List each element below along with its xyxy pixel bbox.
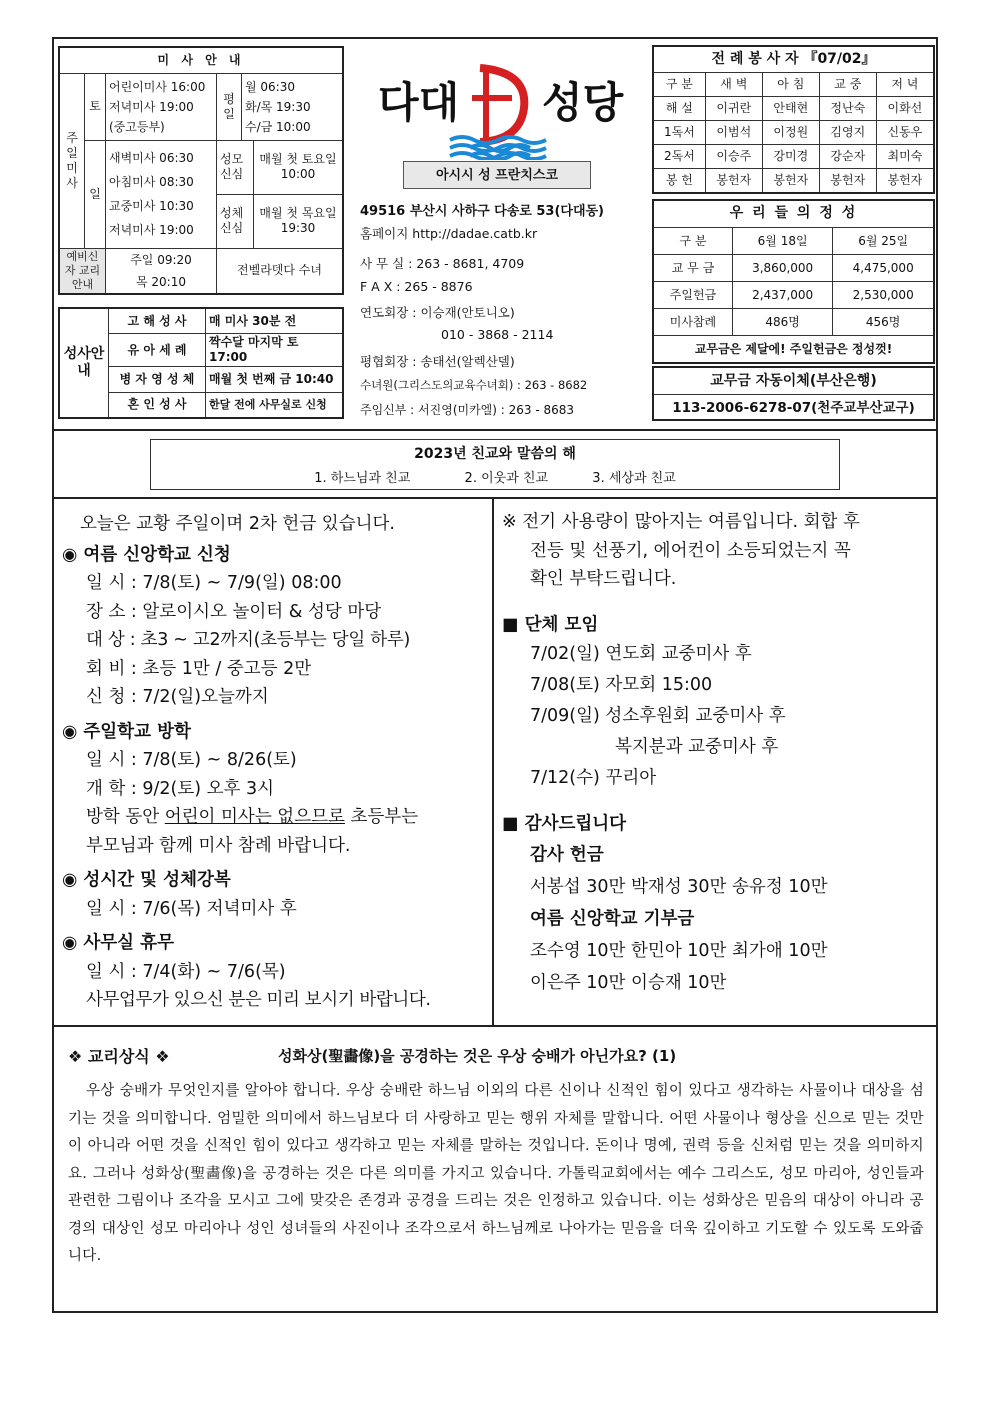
waves-icon bbox=[446, 134, 556, 160]
servers-cell: 정난숙 bbox=[819, 96, 876, 120]
header-divider bbox=[52, 429, 938, 431]
sunday-label: 일 bbox=[85, 141, 106, 248]
servers-row bbox=[653, 96, 934, 120]
camp-line: 회 비 : 초등 1만 / 중고등 2만 bbox=[86, 658, 312, 679]
electricity-notice: ※ 전기 사용량이 많아지는 여름입니다. 회합 후 bbox=[502, 512, 860, 532]
parish-name-right: 성당 bbox=[542, 78, 624, 127]
patron-saint: 아시시 성 프란치스코 bbox=[403, 161, 591, 189]
lesson-divider bbox=[52, 1025, 938, 1027]
offerings-note: 교무금은 제달에! 주일헌금은 정성껏! bbox=[653, 336, 934, 364]
servers-header-row bbox=[653, 72, 934, 96]
servers-row bbox=[653, 168, 934, 193]
saturday-masses: 어린이미사 16:00 저녁미사 19:00 (중고등부) bbox=[106, 73, 217, 141]
meeting-line: 7/12(수) 꾸리아 bbox=[530, 768, 657, 788]
year-theme-item: 1. 하느님과 친교 bbox=[314, 471, 411, 486]
servers-cell: 봉헌자 bbox=[762, 168, 819, 193]
marian-label: 성모신심 bbox=[217, 141, 254, 194]
autopay-box bbox=[652, 366, 935, 421]
offerings-cell: 미사참례 bbox=[653, 309, 732, 336]
left-announcements bbox=[62, 510, 486, 1015]
lesson-title: 성화상(聖畵像)을 공경하는 것은 우상 숭배가 아닌가요? (1) bbox=[278, 1047, 677, 1065]
offerings-cell: 3,860,000 bbox=[732, 255, 832, 282]
servers-header: 구 분 bbox=[653, 72, 705, 96]
offerings-header-row bbox=[653, 228, 934, 255]
square-bullet-icon: ■ bbox=[502, 814, 519, 834]
meeting-line: 7/02(일) 연도회 교중미사 후 bbox=[530, 644, 752, 664]
sacrament-name: 혼 인 성 사 bbox=[109, 392, 206, 418]
offering-line: 서봉섭 30만 박재성 30만 송유정 10만 bbox=[530, 876, 828, 897]
column-divider bbox=[492, 497, 494, 1025]
catechism-lesson bbox=[68, 1044, 924, 1271]
weekday-masses: 월 06:30 화/목 19:30 수/금 10:00 bbox=[242, 73, 344, 141]
sunday-masses: 새벽미사 06:30 아침미사 08:30 교중미사 10:30 저녁미사 19:00 bbox=[106, 141, 217, 248]
servers-header: 저 녁 bbox=[876, 72, 934, 96]
servers-cell: 봉헌자 bbox=[876, 168, 934, 193]
servers-cell: 봉헌자 bbox=[819, 168, 876, 193]
sacrament-name: 유 아 세 례 bbox=[109, 334, 206, 367]
camp-gift-subheading: 여름 신앙학교 기부금 bbox=[530, 908, 695, 929]
vacation-note: 방학 동안 어린이 미사는 없으므로 초등부는 bbox=[86, 807, 419, 827]
lesson-body: 우상 숭배가 무엇인지를 알아야 합니다. 우상 숭배란 하느님 이외의 다른 신이나 신적인 힘이 있다고 생각하는 사물이나 대상을 섬기는 것을 의미합니다. 엄밀한 의미에서 하느님보다 더 사랑하고 믿는 행위 자체를 말합니다. 어떤 사물이나 형상을 신으로 믿는 것만이 아니라 어떤 것을 신적인 힘이 있다고 생각하고 믿는 자체를 말하는 것입니다. 돈이나 명예, 권력 등을 신처럼 믿는 것을 의미하지요. 그러나 성화상(聖畵像)을 공경하는 것은 다른 의미를 가지고 있습니다. 가톨릭교회에서는 예수 그리스도, 성모 마리아, 성인들과 관련한 그림이나 조각을 모시고 그에 맞갖은 존경과 공경을 드리는 것은 인정하고 있습니다. 이는 성화상은 믿음의 대상이 아니라 공경의 대상인 성모 마리아나 성인 성녀들의 사진이나 조각으로서 하느님께로 나아가는 믿음을 더욱 깊이하고 기도할 수 있도록 도와줍니다. bbox=[68, 1083, 924, 1264]
office-closed-heading: ◉ 사무실 휴무 bbox=[62, 933, 174, 953]
meeting-line: 복지분과 교중미사 후 bbox=[615, 737, 779, 757]
offerings-row bbox=[653, 309, 934, 336]
weekday-label: 평일 bbox=[217, 73, 242, 141]
servers-cell: 1독서 bbox=[653, 120, 705, 144]
offerings-cell: 2,437,000 bbox=[732, 282, 832, 309]
parish-name-left: 다대 bbox=[378, 78, 460, 127]
camp-line: 신 청 : 7/2(일)오늘까지 bbox=[86, 687, 269, 707]
offerings-cell: 2,530,000 bbox=[833, 282, 934, 309]
servers-cell: 이승주 bbox=[705, 144, 762, 168]
servers-cell: 이화선 bbox=[876, 96, 934, 120]
square-bullet-icon: ■ bbox=[502, 614, 519, 635]
meetings-heading: ■ 단체 모임 bbox=[502, 614, 599, 635]
saturday-label: 토 bbox=[85, 73, 106, 141]
servers-row bbox=[653, 120, 934, 144]
lay-council-head: 평협회장 : 송태선(알렉산델) bbox=[360, 354, 515, 369]
vacation-line: 개 학 : 9/2(토) 오후 3시 bbox=[86, 778, 275, 799]
sacraments-table bbox=[58, 307, 344, 419]
sacrament-name: 병 자 영 성 체 bbox=[109, 367, 206, 392]
sacrament-desc: 매 미사 30분 전 bbox=[206, 308, 344, 334]
offering-subheading: 감사 헌금 bbox=[530, 844, 604, 865]
servers-header: 새 벽 bbox=[705, 72, 762, 96]
autopay-account: 113-2006-6278-07(천주교부산교구) bbox=[672, 400, 915, 416]
year-theme-box bbox=[150, 439, 840, 490]
servers-cell: 이귀란 bbox=[705, 96, 762, 120]
camp-line: 장 소 : 알로이시오 놀이터 & 성당 마당 bbox=[86, 601, 382, 622]
catechism-times: 주일 09:20 목 20:10 bbox=[106, 248, 217, 294]
offerings-header: 6월 25일 bbox=[833, 228, 934, 255]
sacrament-name: 고 해 성 사 bbox=[109, 308, 206, 334]
offerings-row bbox=[653, 282, 934, 309]
sacrament-desc: 짝수달 마지막 토 17:00 bbox=[206, 334, 344, 367]
meeting-line: 7/09(일) 성소후원회 교중미사 후 bbox=[530, 706, 786, 726]
servers-cell: 최미숙 bbox=[876, 144, 934, 168]
council-phone: 010 - 3868 - 2114 bbox=[441, 327, 554, 342]
servers-header: 아 침 bbox=[762, 72, 819, 96]
offerings-row bbox=[653, 255, 934, 282]
thanks-heading: ■ 감사드립니다 bbox=[502, 814, 627, 834]
servers-cell: 이범석 bbox=[705, 120, 762, 144]
servers-cell: 이정원 bbox=[762, 120, 819, 144]
offerings-cell: 교 무 금 bbox=[653, 255, 732, 282]
camp-line: 일 시 : 7/8(토) ~ 7/9(일) 08:00 bbox=[86, 573, 342, 593]
office-phone: 사 무 실 : 263 - 8681, 4709 bbox=[360, 256, 525, 271]
parish-address: 49516 부산시 사하구 다송로 53(다대동) bbox=[360, 204, 605, 219]
servers-cell: 해 설 bbox=[653, 96, 705, 120]
intro-line: 오늘은 교황 주일이며 2차 헌금 있습니다. bbox=[80, 514, 395, 534]
year-theme-items bbox=[151, 467, 839, 486]
catechism-teacher: 전벨라뎃다 수녀 bbox=[217, 248, 344, 294]
sacraments-label: 성사안내 bbox=[59, 308, 109, 418]
lesson-label: ❖ 교리상식 ❖ bbox=[68, 1047, 170, 1066]
servers-cell: 봉 헌 bbox=[653, 168, 705, 193]
offerings-cell: 4,475,000 bbox=[833, 255, 934, 282]
offerings-header: 6월 18일 bbox=[732, 228, 832, 255]
servers-cell: 김영지 bbox=[819, 120, 876, 144]
vacation-line: 일 시 : 7/8(토) ~ 8/26(토) bbox=[86, 750, 297, 770]
offerings-title: 우 리 들 의 정 성 bbox=[653, 200, 934, 228]
servers-cell: 봉헌자 bbox=[705, 168, 762, 193]
vacation-note: 부모님과 함께 미사 참례 바랍니다. bbox=[86, 835, 351, 856]
year-theme-item: 2. 이웃과 친교 bbox=[464, 471, 549, 486]
eucharist-time: 매월 첫 목요일 19:30 bbox=[254, 194, 343, 247]
holyhour-line: 일 시 : 7/6(목) 저녁미사 후 bbox=[86, 898, 297, 919]
pastor-info: 주임신부 : 서진영(미카엘) : 263 - 8683 bbox=[360, 403, 575, 417]
office-closed-line: 사무업무가 있으신 분은 미리 보시기 바랍니다. bbox=[86, 990, 431, 1010]
holyhour-heading: ◉ 성시간 및 성체강복 bbox=[62, 870, 231, 890]
servers-cell: 강미경 bbox=[762, 144, 819, 168]
camp-gift-line: 이은주 10만 이승재 10만 bbox=[530, 972, 727, 993]
sacrament-desc: 매월 첫 번째 금 10:40 bbox=[206, 367, 344, 392]
year-theme-item: 3. 세상과 친교 bbox=[592, 471, 676, 486]
notice-mark-icon: ※ bbox=[502, 512, 517, 532]
meeting-line: 7/08(토) 자모회 15:00 bbox=[530, 675, 713, 695]
offerings-header: 구 분 bbox=[653, 228, 732, 255]
servers-cell: 안태현 bbox=[762, 96, 819, 120]
convent-phone: 수녀원(그리스도의교육수녀회) : 263 - 8682 bbox=[360, 378, 588, 392]
fax-number: F A X : 265 - 8876 bbox=[360, 279, 473, 294]
sunday-mass-label: 주일미사 bbox=[59, 73, 85, 248]
electricity-notice-line: 확인 부탁드립니다. bbox=[530, 569, 677, 589]
eucharist-label: 성체신심 bbox=[217, 194, 254, 247]
sacrament-desc: 한달 전에 사무실로 신청 bbox=[206, 392, 344, 418]
servers-cell: 강순자 bbox=[819, 144, 876, 168]
liturgy-servers-table bbox=[652, 45, 935, 194]
bullet-icon: ◉ bbox=[62, 721, 78, 742]
servers-title: 전 례 봉 사 자 『07/02』 bbox=[653, 46, 934, 72]
mass-title: 미 사 안 내 bbox=[59, 47, 343, 73]
year-theme-title: 2023년 친교와 말씀의 해 bbox=[414, 446, 576, 462]
servers-cell: 2독서 bbox=[653, 144, 705, 168]
right-announcements bbox=[502, 508, 930, 999]
catechism-label: 예비신자 교리안내 bbox=[59, 248, 106, 294]
offerings-cell: 486명 bbox=[732, 309, 832, 336]
camp-heading: ◉ 여름 신앙학교 신청 bbox=[62, 544, 231, 565]
electricity-notice-line: 전등 및 선풍기, 에어컨이 소등되었는지 꼭 bbox=[530, 540, 851, 561]
offerings-table bbox=[652, 199, 935, 364]
offerings-cell: 주일헌금 bbox=[653, 282, 732, 309]
parish-homepage[interactable]: 홈페이지 http://dadae.catb.kr bbox=[360, 226, 538, 241]
office-closed-line: 일 시 : 7/4(화) ~ 7/6(목) bbox=[86, 961, 286, 982]
camp-gift-line: 조수영 10만 한민아 10만 최가애 10만 bbox=[530, 940, 828, 961]
council-head: 연도회장 : 이승재(안토니오) bbox=[360, 305, 515, 320]
mass-schedule-table bbox=[58, 46, 344, 295]
devotions-cell bbox=[217, 141, 344, 248]
camp-line: 대 상 : 초3 ~ 고2까지(초등부는 당일 하루) bbox=[86, 630, 410, 650]
vacation-heading: ◉ 주일학교 방학 bbox=[62, 721, 191, 742]
theme-divider bbox=[52, 497, 938, 499]
bullet-icon: ◉ bbox=[62, 544, 78, 565]
servers-cell: 신동우 bbox=[876, 120, 934, 144]
bullet-icon: ◉ bbox=[62, 933, 78, 953]
marian-time: 매월 첫 토요일 10:00 bbox=[254, 141, 343, 194]
offerings-cell: 456명 bbox=[833, 309, 934, 336]
bullet-icon: ◉ bbox=[62, 870, 78, 890]
servers-row bbox=[653, 144, 934, 168]
autopay-title: 교무금 자동이체(부산은행) bbox=[654, 368, 933, 395]
servers-header: 교 중 bbox=[819, 72, 876, 96]
